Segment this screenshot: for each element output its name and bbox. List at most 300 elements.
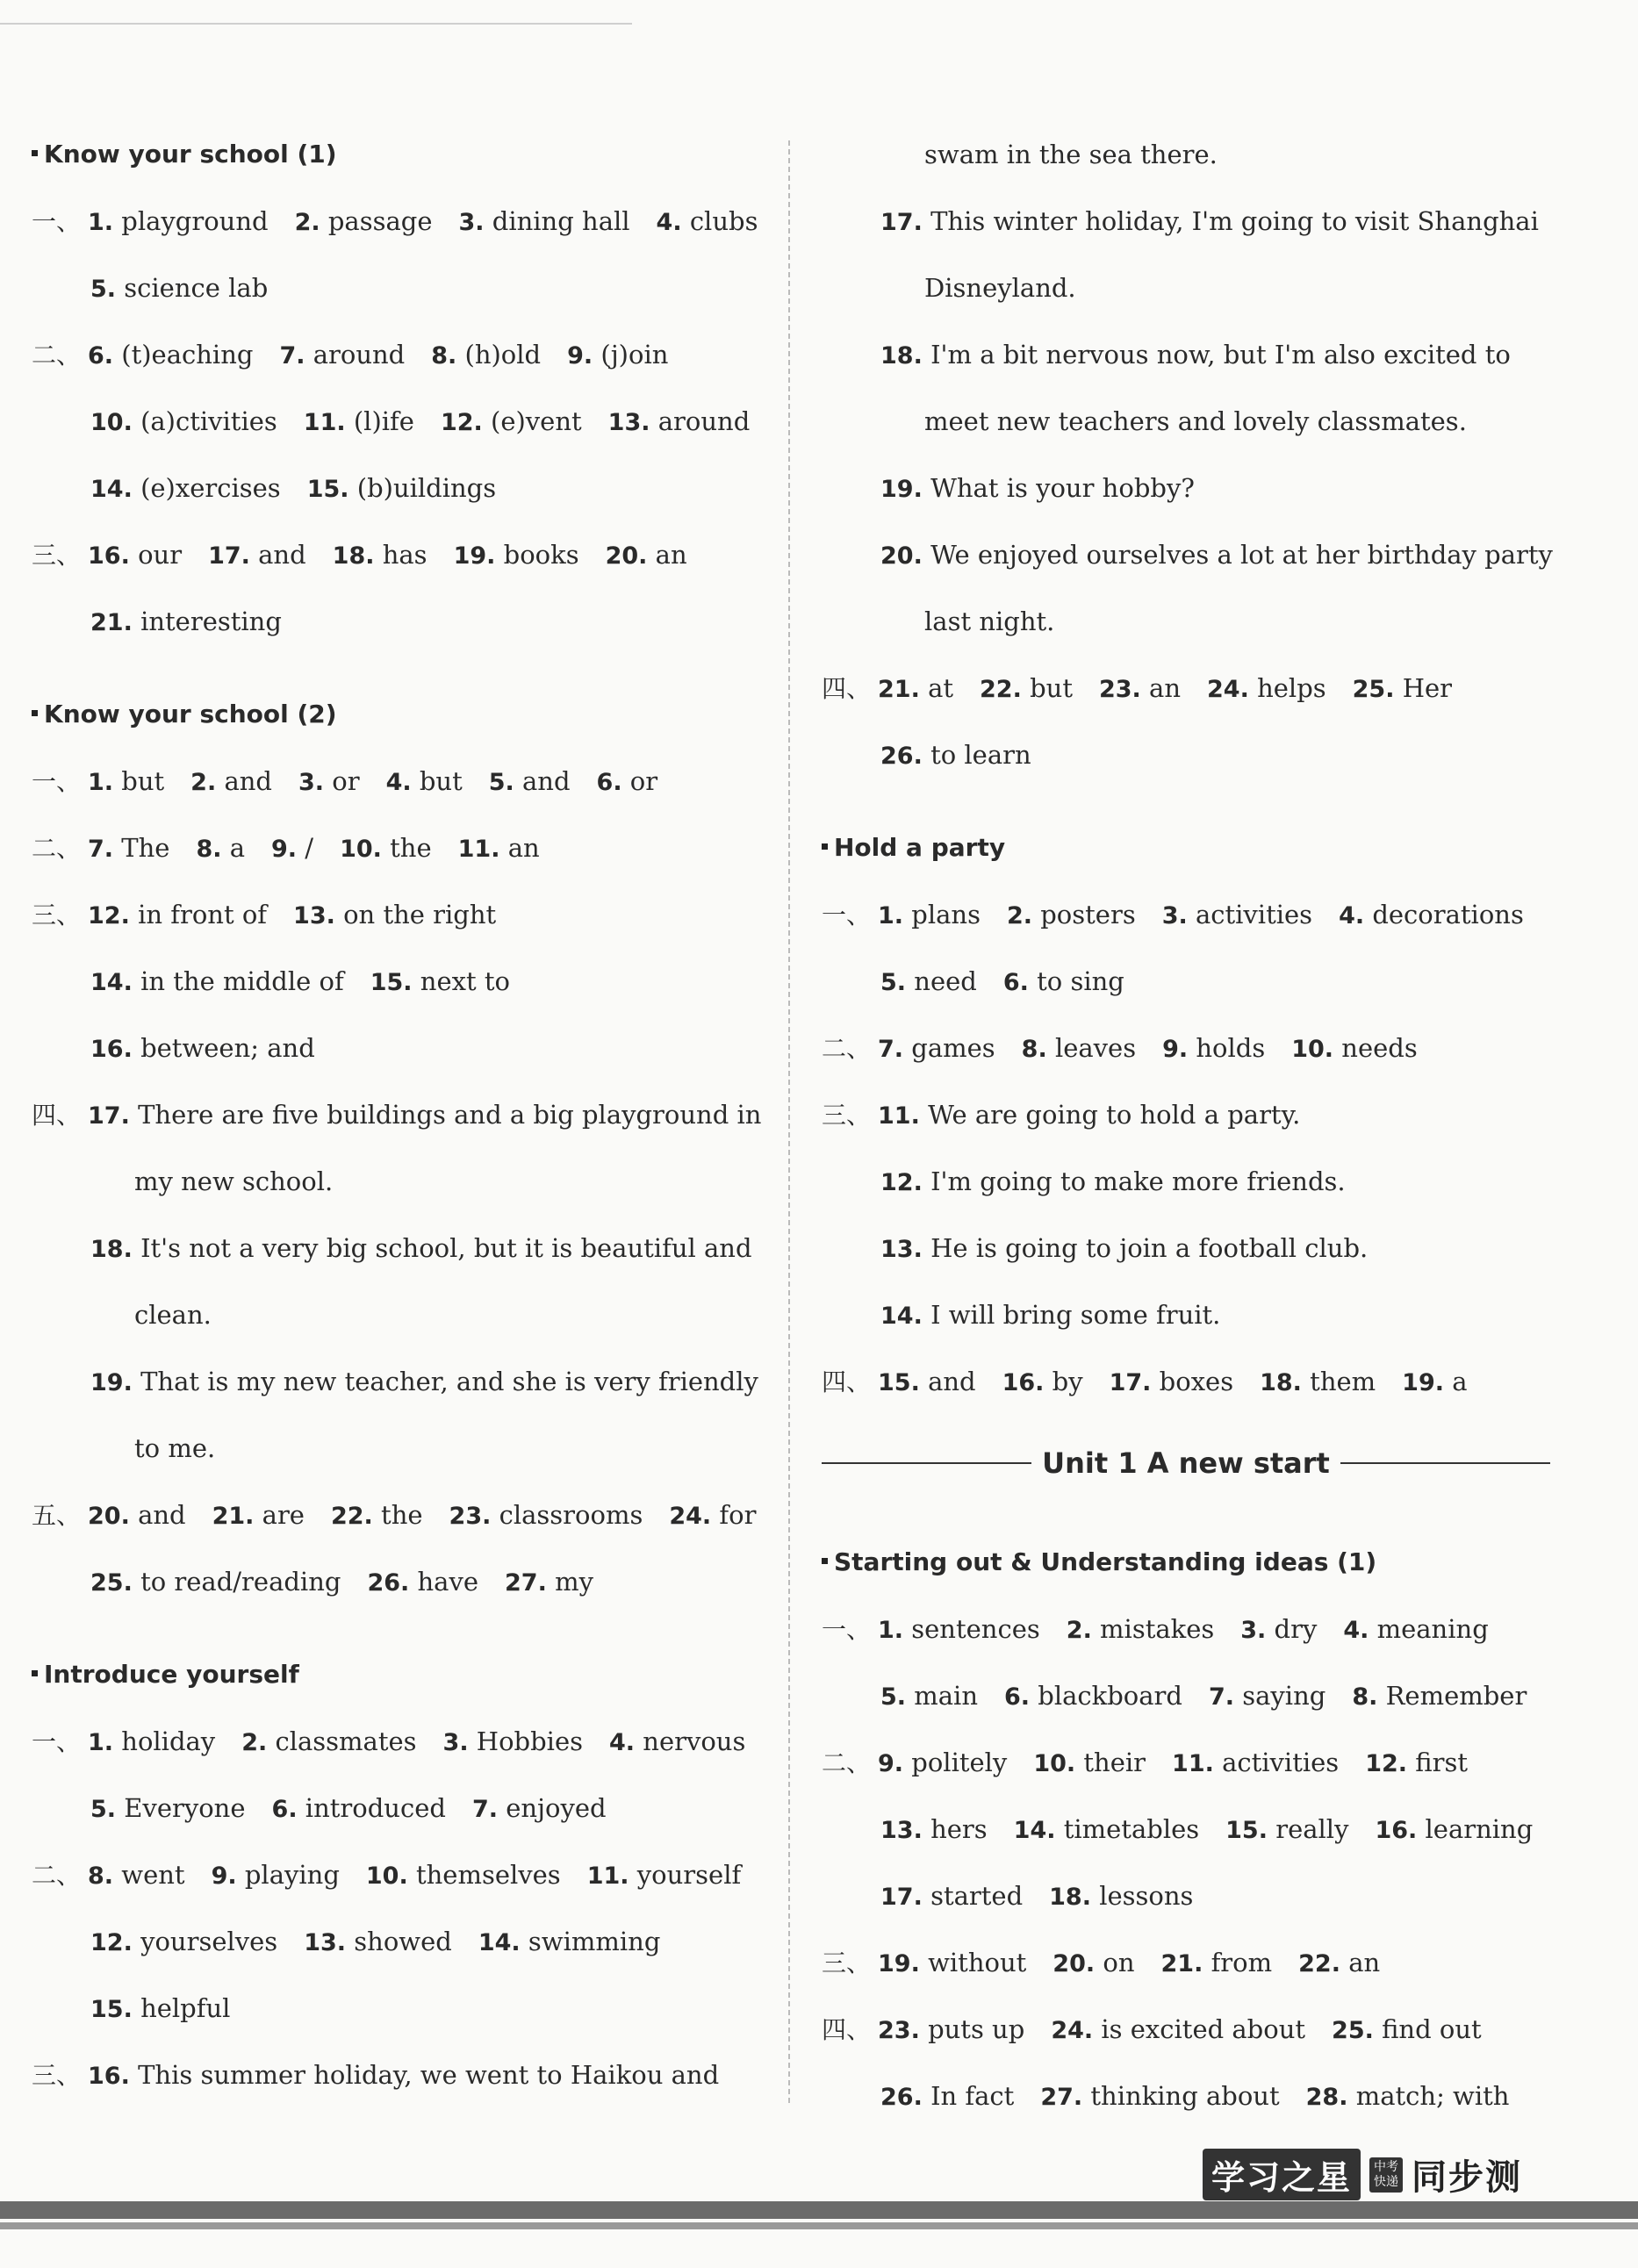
answer-item (1172, 1729, 1339, 1798)
question-number: 8. (431, 342, 457, 370)
answer-line (822, 1015, 1550, 1081)
answer-text: I'm going to make more friends. (930, 1166, 1346, 1196)
answer-item (367, 1548, 478, 1617)
answer-text: (j)oin (600, 340, 669, 370)
answer-item (90, 1908, 277, 1977)
answer-text: in front of (138, 900, 268, 929)
answer-line (822, 1729, 1550, 1796)
question-number: 6. (271, 1796, 298, 1823)
bullet-icon (822, 1558, 828, 1564)
answer-item (478, 1908, 661, 1977)
unit-rule-left (822, 1462, 1031, 1464)
question-number: 9. (878, 1750, 904, 1777)
answer-line (32, 2042, 773, 2108)
answer-text: interesting (140, 606, 282, 636)
answer-item (1402, 1348, 1467, 1417)
answer-text: posters (1040, 900, 1136, 929)
answer-item (441, 388, 582, 456)
answer-text: What is your hobby? (930, 473, 1195, 503)
answer-line (32, 1975, 773, 2042)
question-number: 16. (88, 542, 130, 570)
answer-text: to sing (1037, 966, 1124, 996)
answer-item (597, 748, 658, 816)
answer-text: holiday (121, 1726, 216, 1756)
answer-item (1207, 655, 1326, 723)
answer-text: find out (1382, 2014, 1482, 2044)
question-number: 20. (605, 542, 648, 570)
question-number: 1. (88, 1729, 114, 1756)
answer-text: for (719, 1500, 757, 1530)
question-number: 5. (880, 1683, 907, 1711)
answer-text: activities (1222, 1748, 1340, 1777)
unit-title: Unit 1 A new start (1042, 1446, 1330, 1480)
question-number: 17. (1109, 1369, 1152, 1396)
answer-text: from (1211, 1948, 1273, 1977)
question-number: 12. (90, 1929, 133, 1956)
answer-text: has (382, 540, 427, 570)
answer-item (90, 388, 277, 456)
answer-text: without (928, 1948, 1027, 1977)
answer-item (1352, 1662, 1527, 1731)
part-marker: 二、 (32, 341, 82, 370)
answer-item (1004, 1662, 1182, 1731)
answer-item (878, 1996, 1024, 2064)
answer-line (822, 1796, 1550, 1862)
answer-line (32, 455, 773, 521)
answer-text: classmates (275, 1726, 417, 1756)
answer-item (505, 1548, 593, 1617)
answer-text: the (390, 833, 432, 863)
answer-text: activities (1195, 900, 1313, 929)
answer-text: There are five buildings and a big playground in (138, 1100, 762, 1130)
answer-item (449, 1482, 643, 1550)
answer-item (880, 1215, 1368, 1283)
question-number: 14. (1013, 1817, 1056, 1844)
answer-text: my (555, 1567, 593, 1597)
question-number: 4. (1343, 1617, 1369, 1644)
answer-line (32, 1015, 773, 1081)
answer-text: swam in the sea there. (924, 140, 1218, 169)
answer-item (880, 1281, 1220, 1350)
answer-item (1007, 881, 1136, 950)
answer-item (1002, 1348, 1083, 1417)
bullet-icon (32, 150, 38, 156)
answer-text: puts up (928, 2014, 1025, 2044)
answer-text: clean. (134, 1300, 212, 1330)
answer-item (295, 188, 433, 256)
question-number: 11. (878, 1102, 920, 1130)
answer-text: an (507, 833, 540, 863)
question-number: 23. (449, 1503, 492, 1530)
answer-line (32, 1548, 773, 1615)
question-number: 8. (1352, 1683, 1378, 1711)
part-marker: 五、 (32, 1501, 82, 1530)
answer-text: games (911, 1033, 995, 1063)
question-number: 9. (1162, 1036, 1189, 1063)
answer-item (298, 748, 360, 816)
answer-item (880, 721, 1031, 790)
section-heading (822, 1529, 1550, 1596)
question-number: 11. (586, 1862, 629, 1890)
answer-text: our (138, 540, 183, 570)
question-number: 15. (306, 476, 349, 503)
answer-line (822, 1662, 1550, 1729)
answer-item (88, 1482, 186, 1550)
answer-text: to me. (134, 1433, 216, 1463)
answer-item (880, 1662, 978, 1731)
answer-item (1343, 1596, 1488, 1664)
question-number: 23. (1098, 676, 1141, 703)
answer-item (333, 521, 427, 590)
answer-item (458, 815, 540, 883)
answer-item (90, 455, 281, 523)
answer-text: leaves (1054, 1033, 1137, 1063)
answer-item (88, 1708, 215, 1776)
question-number: 27. (1040, 2084, 1083, 2111)
answer-item (304, 388, 414, 456)
answer-item (431, 321, 541, 390)
question-number: 19. (453, 542, 496, 570)
section-title: Starting out & Understanding ideas (1) (834, 1547, 1377, 1576)
part-marker: 二、 (32, 1861, 82, 1890)
answer-item (1162, 881, 1312, 950)
answer-item (880, 521, 1553, 590)
answer-text: really (1275, 1814, 1349, 1844)
question-number: 24. (1051, 2017, 1094, 2044)
part-marker: 二、 (32, 834, 82, 863)
answer-item (88, 1841, 185, 1910)
question-number: 5. (90, 1796, 117, 1823)
answer-text: and (928, 1367, 976, 1396)
answer-line (32, 1215, 773, 1281)
answer-text: Everyone (124, 1793, 246, 1823)
answer-item (272, 1775, 446, 1843)
question-number: 2. (1006, 902, 1033, 929)
answer-item (1022, 1015, 1136, 1083)
answer-line (822, 1148, 1550, 1215)
answer-item (878, 1015, 995, 1083)
answer-line (822, 455, 1550, 521)
answer-item (1003, 948, 1124, 1016)
answer-item (88, 815, 169, 883)
answer-text: (e)vent (491, 406, 582, 436)
answer-item (1291, 1015, 1418, 1083)
answer-text: decorations (1372, 900, 1524, 929)
answer-text: themselves (415, 1860, 561, 1890)
answer-item (212, 1841, 340, 1910)
answer-text: are (262, 1500, 305, 1530)
question-number: 9. (211, 1862, 237, 1890)
answer-text: (t)eaching (121, 340, 254, 370)
question-number: 3. (458, 209, 485, 236)
answer-item (1099, 655, 1181, 723)
question-number: 25. (90, 1569, 133, 1597)
question-number: 4. (385, 769, 412, 796)
left-column (32, 121, 773, 2108)
question-number: 3. (1240, 1617, 1267, 1644)
question-number: 3. (442, 1729, 469, 1756)
answer-item (878, 1081, 1300, 1150)
answer-line (822, 1862, 1550, 1929)
question-number: 11. (303, 409, 346, 436)
question-number: 1. (878, 902, 904, 929)
answer-text: (l)ife (353, 406, 414, 436)
answer-text: dry (1274, 1614, 1318, 1644)
answer-item (1375, 1796, 1533, 1864)
answer-item (212, 1482, 305, 1550)
answer-text: holds (1196, 1033, 1266, 1063)
question-number: 14. (90, 476, 133, 503)
answer-text: by (1052, 1367, 1083, 1396)
answer-continuation (32, 1415, 773, 1482)
answer-item (609, 1708, 745, 1776)
answer-item (459, 188, 630, 256)
answer-text: This summer holiday, we went to Haikou and (138, 2060, 720, 2090)
answer-line (32, 881, 773, 948)
answer-text: The (121, 833, 170, 863)
part-marker: 四、 (32, 1101, 82, 1130)
part-marker: 一、 (822, 1615, 872, 1644)
answer-continuation (822, 588, 1550, 655)
answer-line (822, 1081, 1550, 1148)
question-number: 14. (478, 1929, 521, 1956)
answer-continuation (822, 388, 1550, 455)
answer-item (443, 1708, 583, 1776)
answer-text: next to (420, 966, 510, 996)
answer-text: nervous (643, 1726, 746, 1756)
answer-line (822, 1281, 1550, 1348)
answer-text: blackboard (1038, 1681, 1182, 1711)
answer-item (88, 321, 253, 390)
question-number: 18. (332, 542, 375, 570)
question-number: 12. (1365, 1750, 1408, 1777)
question-number: 2. (1066, 1617, 1092, 1644)
question-number: 16. (88, 2063, 130, 2090)
question-number: 1. (88, 769, 114, 796)
answer-item (1033, 1729, 1146, 1798)
answer-item (878, 1348, 976, 1417)
answer-item (878, 655, 953, 723)
answer-text: hers (930, 1814, 988, 1844)
answer-line (822, 521, 1553, 588)
answer-item (880, 1862, 1023, 1931)
answer-item (880, 1796, 988, 1864)
answer-text: at (928, 673, 954, 703)
answer-text: an (1149, 673, 1182, 703)
answer-line (822, 881, 1550, 948)
logo-main: 学习之星 (1203, 2149, 1361, 2200)
question-number: 13. (880, 1236, 923, 1263)
answer-item (1067, 1596, 1214, 1664)
answer-item (366, 1841, 561, 1910)
question-number: 16. (1375, 1817, 1418, 1844)
answer-line (32, 255, 773, 321)
answer-item (878, 881, 981, 950)
question-number: 6. (1002, 969, 1029, 996)
question-number: 6. (1004, 1683, 1031, 1711)
answer-text: timetables (1063, 1814, 1200, 1844)
answer-item (386, 748, 463, 816)
answer-text: (h)old (464, 340, 542, 370)
question-number: 7. (279, 342, 305, 370)
answer-text: the (381, 1500, 423, 1530)
question-number: 17. (88, 1102, 130, 1130)
question-number: 26. (880, 743, 923, 770)
answer-text: showed (354, 1927, 452, 1956)
answer-line (822, 655, 1550, 721)
question-number: 20. (880, 542, 923, 570)
answer-text: on the right (343, 900, 497, 929)
question-number: 17. (208, 542, 250, 570)
answer-text: I will bring some fruit. (930, 1300, 1221, 1330)
question-number: 22. (980, 676, 1022, 703)
answer-item (669, 1482, 756, 1550)
question-number: 15. (90, 1996, 133, 2023)
answer-item (880, 948, 977, 1016)
unit-heading (822, 1424, 1550, 1503)
question-number: 2. (294, 209, 320, 236)
answer-text: to learn (930, 740, 1031, 770)
question-number: 12. (88, 902, 130, 929)
answer-continuation (822, 121, 1550, 188)
answer-line (822, 948, 1550, 1015)
question-number: 21. (90, 609, 133, 636)
answer-item (370, 948, 510, 1016)
answer-text: and (138, 1500, 186, 1530)
answer-item (1014, 1796, 1199, 1864)
answer-text: books (503, 540, 579, 570)
question-number: 11. (1172, 1750, 1214, 1777)
answer-line (32, 521, 773, 588)
answer-item (472, 1775, 607, 1843)
answer-text: last night. (924, 606, 1055, 636)
answer-text: meaning (1376, 1614, 1489, 1644)
answer-text: In fact (930, 2081, 1015, 2111)
answer-line (822, 1596, 1550, 1662)
answer-item (88, 881, 267, 950)
section-title: Introduce yourself (44, 1660, 299, 1689)
answer-item (1162, 1015, 1265, 1083)
answer-text: or (629, 766, 658, 796)
question-number: 12. (880, 1169, 923, 1196)
part-marker: 四、 (822, 2015, 872, 2044)
answer-line (32, 948, 773, 1015)
answer-text: It's not a very big school, but it is beautiful and (140, 1233, 752, 1263)
question-number: 23. (878, 2017, 920, 2044)
answer-text: swimming (528, 1927, 661, 1956)
question-number: 20. (1052, 1950, 1096, 1977)
part-marker: 三、 (822, 1101, 872, 1130)
answer-line (32, 1081, 773, 1148)
answer-text: That is my new teacher, and she is very friendly (140, 1367, 758, 1396)
question-number: 22. (330, 1503, 373, 1530)
question-number: 13. (304, 1929, 347, 1956)
answer-item (606, 521, 687, 590)
question-number: 13. (607, 409, 650, 436)
question-number: 8. (196, 836, 222, 863)
bottom-band (0, 2201, 1638, 2219)
question-number: 19. (1402, 1369, 1445, 1396)
answer-line (822, 1929, 1550, 1996)
answer-text: an (655, 540, 687, 570)
answer-text: plans (911, 900, 981, 929)
question-number: 20. (88, 1503, 130, 1530)
question-number: 5. (880, 969, 907, 996)
answer-text: yourself (636, 1860, 742, 1890)
answer-item (90, 1015, 315, 1083)
answer-line (32, 388, 773, 455)
question-number: 7. (1208, 1683, 1235, 1711)
answer-text: He is going to join a football club. (930, 1233, 1369, 1263)
answer-text: introduced (305, 1793, 446, 1823)
answer-text: in the middle of (140, 966, 344, 996)
answer-text: classrooms (499, 1500, 643, 1530)
answer-text: a (229, 833, 246, 863)
answer-item (88, 2042, 719, 2110)
section-title: Hold a party (834, 833, 1006, 862)
part-marker: 四、 (822, 674, 872, 703)
answer-line (32, 1908, 773, 1975)
question-number: 19. (880, 476, 923, 503)
answer-text: / (305, 833, 314, 863)
answer-text: between; and (140, 1033, 315, 1063)
answer-line (822, 1348, 1550, 1415)
answer-text: or (332, 766, 360, 796)
question-number: 1. (88, 209, 114, 236)
answer-item (88, 521, 182, 590)
answer-text: main (914, 1681, 979, 1711)
answer-item (241, 1708, 416, 1776)
answer-text: around (313, 340, 406, 370)
answer-line (32, 1348, 773, 1415)
question-number: 18. (1260, 1369, 1302, 1396)
answer-item (307, 455, 496, 523)
column-divider (788, 140, 790, 2107)
answer-line (822, 721, 1550, 788)
answer-text: thinking about (1090, 2081, 1280, 2111)
bullet-icon (822, 843, 828, 850)
section-heading (32, 681, 773, 748)
answer-line (822, 188, 1550, 255)
answer-text: learning (1425, 1814, 1534, 1844)
answer-item (880, 455, 1195, 523)
answer-item (90, 1215, 752, 1283)
answer-line (32, 815, 773, 881)
answer-item (1161, 1929, 1273, 1998)
answer-item (1052, 1929, 1134, 1998)
question-number: 8. (1021, 1036, 1047, 1063)
answer-text: and (224, 766, 272, 796)
question-number: 26. (880, 2084, 923, 2111)
question-number: 15. (878, 1369, 920, 1396)
answer-text: but (419, 766, 463, 796)
answer-item (1339, 881, 1524, 950)
top-rule (0, 23, 632, 25)
question-number: 10. (90, 409, 133, 436)
answer-text: helpful (140, 1993, 231, 2023)
answer-item (279, 321, 405, 390)
question-number: 6. (88, 342, 114, 370)
question-number: 5. (90, 276, 117, 303)
section-heading (32, 1641, 773, 1708)
answer-line (32, 1708, 773, 1775)
answer-text: need (914, 966, 977, 996)
question-number: 8. (88, 1862, 114, 1890)
answer-text: match; with (1355, 2081, 1510, 2111)
answer-text: playing (244, 1860, 340, 1890)
answer-text: an (1348, 1948, 1381, 1977)
answer-item (88, 188, 269, 256)
